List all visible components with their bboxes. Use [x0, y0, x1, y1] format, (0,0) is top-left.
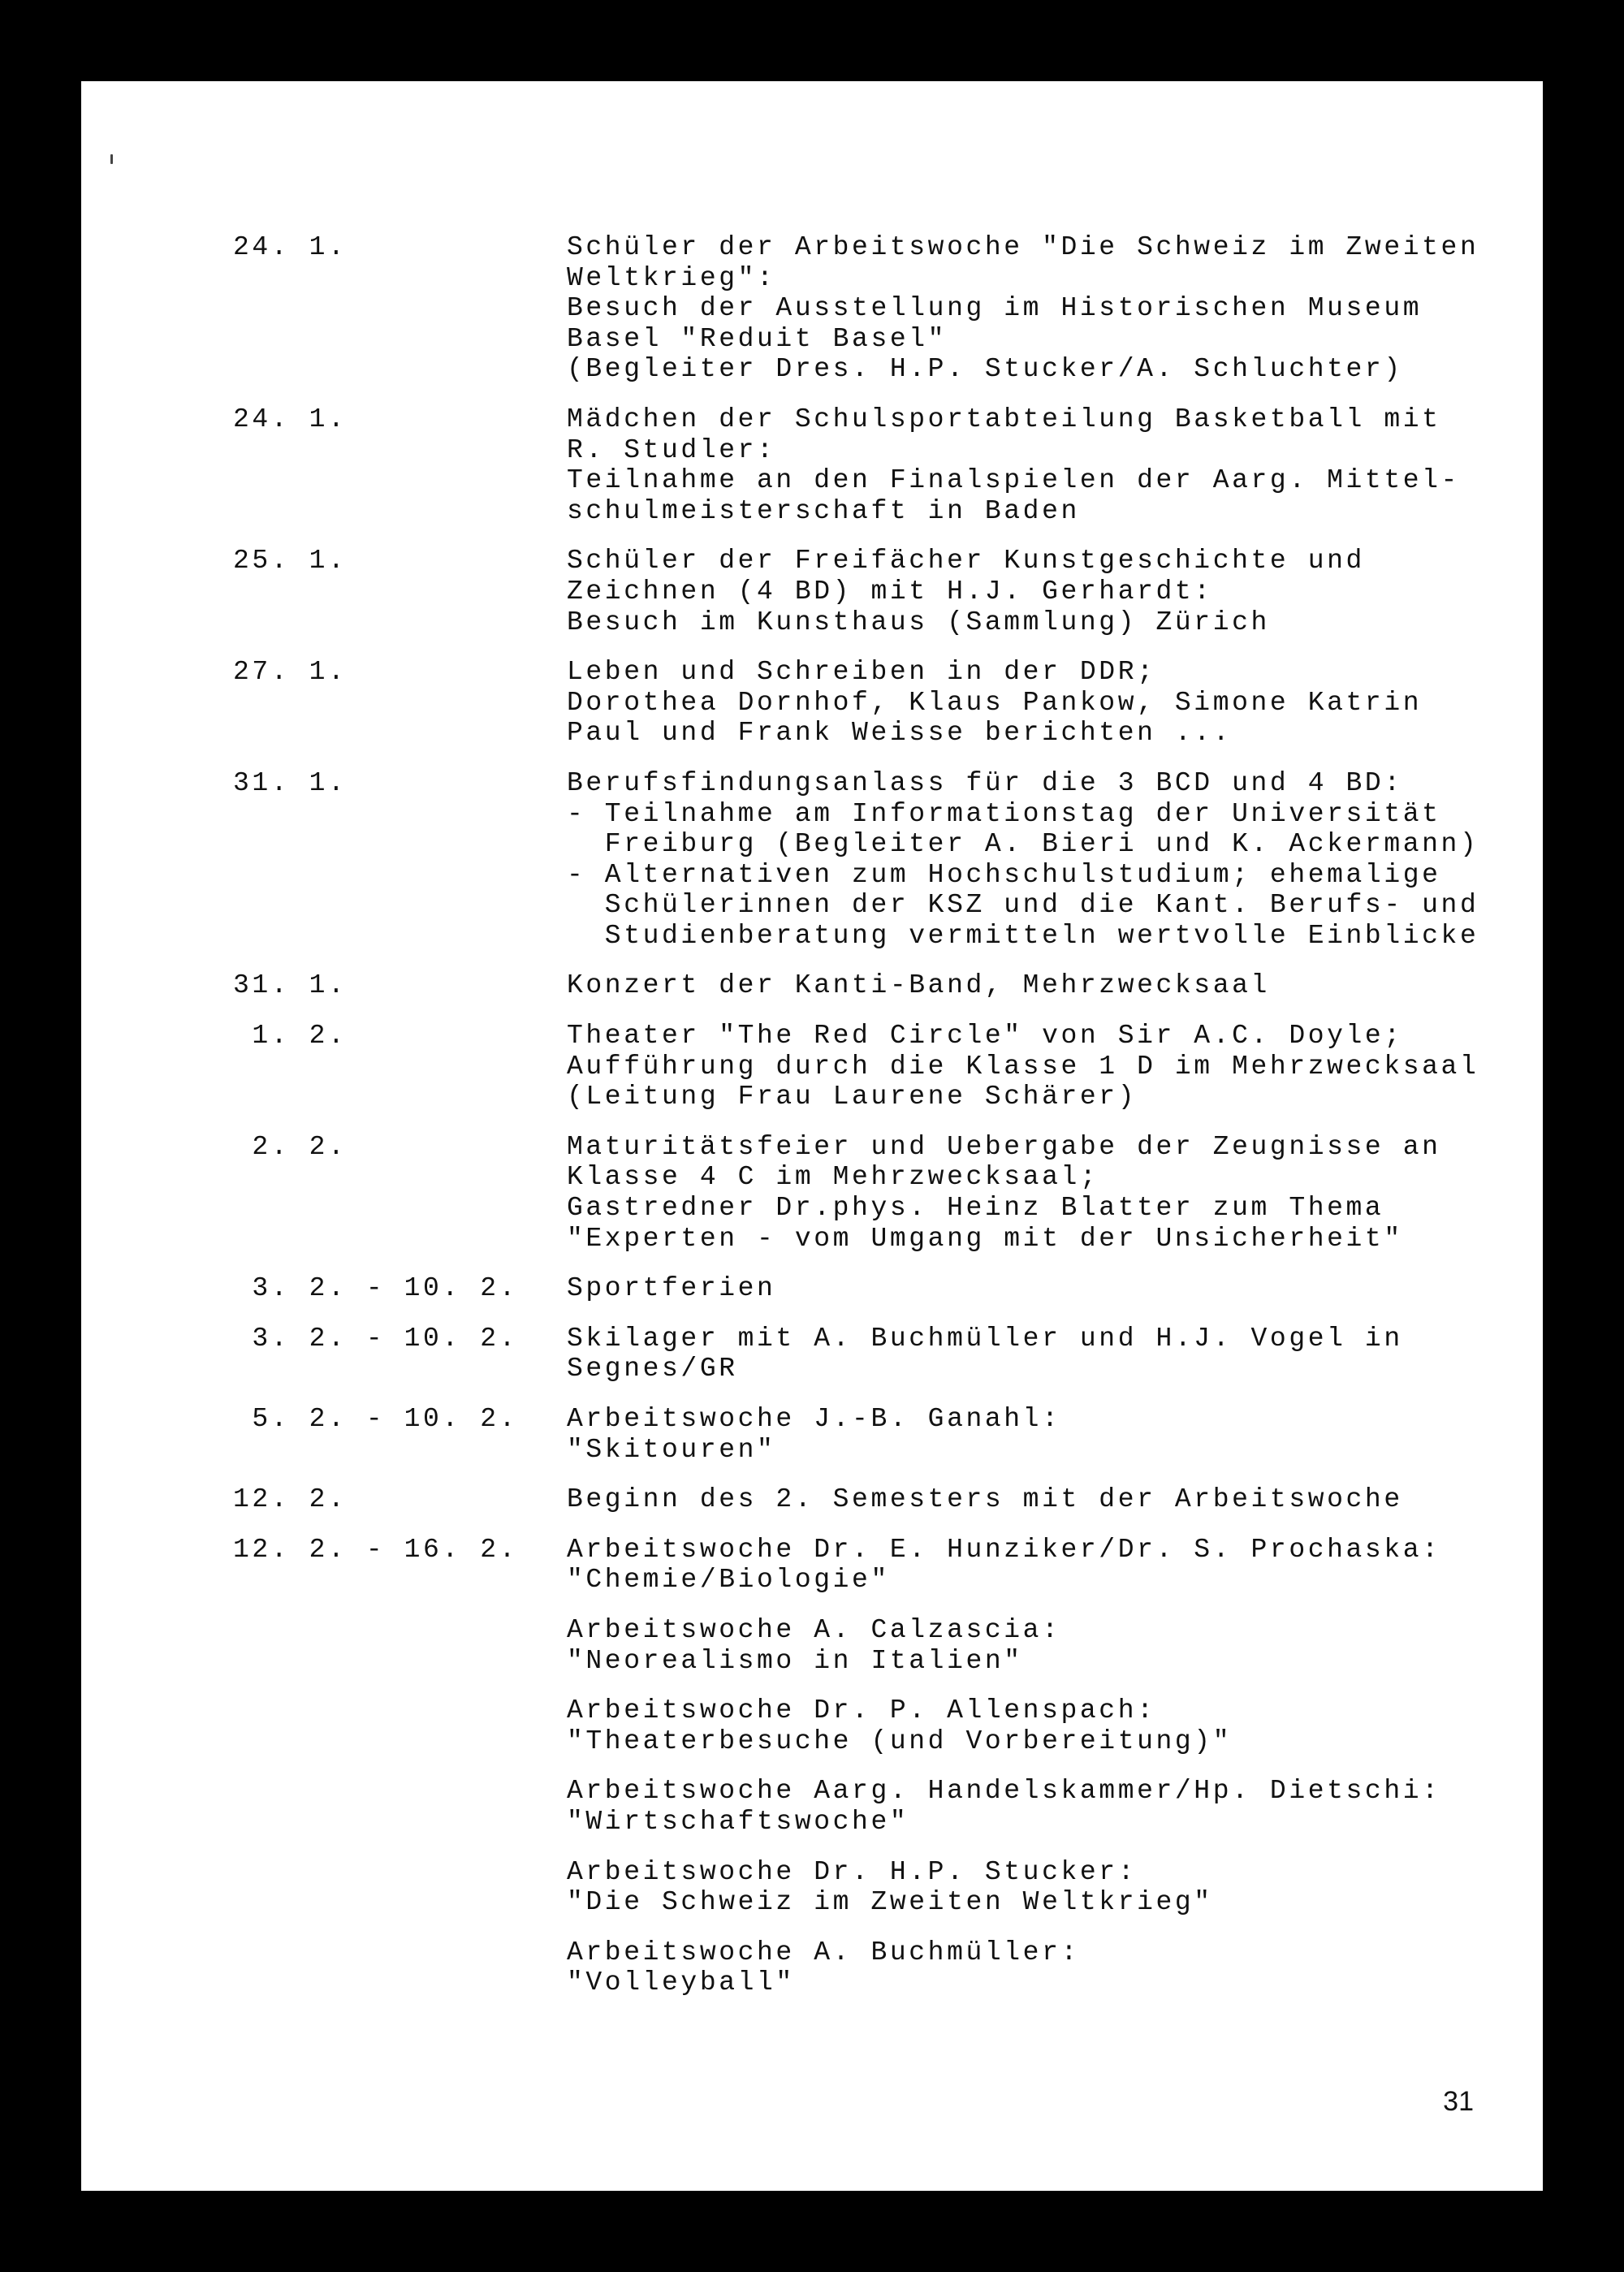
- entry-line: Arbeitswoche Dr. E. Hunziker/Dr. S. Prochaska:: [567, 1534, 1441, 1565]
- entry-text: [567, 1695, 1532, 1756]
- entry-date: 27. 1.: [233, 657, 348, 688]
- entry-line: Leben und Schreiben in der DDR;: [567, 657, 1156, 688]
- calendar-entry: [233, 1273, 1532, 1304]
- entry-line: Segnes/GR: [567, 1354, 738, 1384]
- calendar-entry: [233, 1021, 1532, 1112]
- entry-line: Besuch im Kunsthaus (Sammlung) Zürich: [567, 607, 1270, 637]
- entry-text: [567, 1484, 1532, 1515]
- entry-line: Freiburg (Begleiter A. Bieri und K. Ackermann): [567, 829, 1479, 860]
- entry-line: "Die Schweiz im Zweiten Weltkrieg": [567, 1887, 1213, 1918]
- calendar-entry: [233, 1695, 1532, 1756]
- entry-line: Konzert der Kanti-Band, Mehrzwecksaal: [567, 970, 1270, 1001]
- entry-text: [567, 1324, 1532, 1384]
- entry-line: Arbeitswoche Dr. H.P. Stucker:: [567, 1856, 1138, 1887]
- entry-line: Schülerinnen der KSZ und die Kant. Berufs- und: [567, 890, 1479, 921]
- entry-text: [567, 1021, 1532, 1112]
- entry-line: Besuch der Ausstellung im Historischen Museum: [567, 293, 1423, 324]
- entry-text: [567, 546, 1532, 637]
- calendar-entry: [233, 546, 1532, 637]
- entry-line: "Chemie/Biologie": [567, 1565, 890, 1596]
- entry-line: "Skitouren": [567, 1434, 776, 1465]
- entry-line: Sportferien: [567, 1273, 776, 1304]
- entry-date: [233, 1615, 567, 1676]
- entry-date: 12. 2.: [233, 1484, 348, 1515]
- entry-date: [233, 1937, 567, 1998]
- entry-line: Arbeitswoche Aarg. Handelskammer/Hp. Dietschi:: [567, 1776, 1441, 1807]
- entry-date: 1. 2.: [233, 1021, 348, 1052]
- entry-line: Weltkrieg":: [567, 262, 776, 293]
- entry-date: 3. 2. - 10. 2.: [233, 1323, 519, 1354]
- scan-speck: [110, 154, 113, 164]
- entry-line: Arbeitswoche A. Calzascia:: [567, 1614, 1061, 1645]
- entry-line: "Wirtschaftswoche": [567, 1806, 909, 1837]
- calendar-entry: [233, 404, 1532, 526]
- entry-line: Basel "Reduit Basel": [567, 323, 948, 354]
- calendar-entry: [233, 1937, 1532, 1998]
- entry-line: (Begleiter Dres. H.P. Stucker/A. Schluchter): [567, 354, 1403, 385]
- calendar-entry: [233, 1404, 1532, 1465]
- calendar-entry: [233, 1484, 1532, 1515]
- entry-date: 2. 2.: [233, 1131, 348, 1162]
- entry-date: 12. 2. - 16. 2.: [233, 1534, 519, 1565]
- entry-line: Beginn des 2. Semesters mit der Arbeitswoche: [567, 1484, 1403, 1515]
- entry-line: Gastredner Dr.phys. Heinz Blatter zum Thema: [567, 1193, 1384, 1224]
- entry-line: "Experten - vom Umgang mit der Unsicherheit": [567, 1223, 1403, 1254]
- calendar-entry: [233, 1776, 1532, 1837]
- entry-line: Schüler der Freifächer Kunstgeschichte und: [567, 546, 1365, 577]
- entry-line: Aufführung durch die Klasse 1 D im Mehrzwecksaal: [567, 1051, 1479, 1082]
- calendar-entry: [233, 1132, 1532, 1254]
- entry-text: [567, 1937, 1532, 1998]
- document-page: [81, 81, 1543, 2191]
- entry-text: [567, 1535, 1532, 1596]
- calendar-entry: [233, 1324, 1532, 1384]
- calendar-entry: [233, 1535, 1532, 1596]
- entry-date: 24. 1.: [233, 232, 348, 262]
- entry-line: Berufsfindungsanlass für die 3 BCD und 4 BD:: [567, 767, 1403, 798]
- entry-date: 3. 2. - 10. 2.: [233, 1273, 519, 1304]
- entry-text: [567, 657, 1532, 749]
- entry-line: Arbeitswoche J.-B. Ganahl:: [567, 1404, 1061, 1434]
- entry-date: 31. 1.: [233, 767, 348, 798]
- entry-text: [567, 1273, 1532, 1304]
- entry-line: Arbeitswoche A. Buchmüller:: [567, 1937, 1080, 1967]
- entry-text: [567, 1615, 1532, 1676]
- entry-line: R. Studler:: [567, 434, 776, 465]
- entry-text: [567, 1857, 1532, 1918]
- entry-date: 5. 2. - 10. 2.: [233, 1404, 519, 1434]
- entry-line: Paul und Frank Weisse berichten ...: [567, 718, 1233, 749]
- entry-line: Skilager mit A. Buchmüller und H.J. Vogel in: [567, 1323, 1403, 1354]
- entry-line: (Leitung Frau Laurene Schärer): [567, 1082, 1138, 1112]
- entry-text: [567, 404, 1532, 526]
- entry-date: 25. 1.: [233, 546, 348, 577]
- entry-line: "Theaterbesuche (und Vorbereitung)": [567, 1726, 1233, 1756]
- entry-date: [233, 1857, 567, 1918]
- entry-line: Teilnahme an den Finalspielen der Aarg. Mittel-: [567, 465, 1460, 496]
- entry-text: [567, 1404, 1532, 1465]
- calendar-entry: [233, 970, 1532, 1001]
- entry-line: schulmeisterschaft in Baden: [567, 495, 1080, 526]
- entry-line: - Teilnahme am Informationstag der Universität: [567, 798, 1441, 829]
- entry-line: Dorothea Dornhof, Klaus Pankow, Simone Katrin: [567, 687, 1423, 718]
- entry-line: "Neorealismo in Italien": [567, 1645, 1023, 1676]
- entry-text: [567, 232, 1532, 385]
- entry-line: Theater "The Red Circle" von Sir A.C. Doyle;: [567, 1021, 1403, 1052]
- entry-line: Zeichnen (4 BD) mit H.J. Gerhardt:: [567, 576, 1213, 607]
- entry-date: [233, 1776, 567, 1837]
- calendar-entry: [233, 1857, 1532, 1918]
- entry-line: - Alternativen zum Hochschulstudium; ehemalige: [567, 859, 1441, 890]
- calendar-entry: [233, 232, 1532, 385]
- calendar-entry: [233, 1615, 1532, 1676]
- calendar-entry: [233, 657, 1532, 749]
- entry-line: "Volleyball": [567, 1967, 795, 1998]
- entry-line: Arbeitswoche Dr. P. Allenspach:: [567, 1695, 1156, 1726]
- entry-line: Maturitätsfeier und Uebergabe der Zeugnisse an: [567, 1131, 1441, 1162]
- calendar-entry: [233, 768, 1532, 952]
- entry-date: 31. 1.: [233, 970, 348, 1001]
- entry-text: [567, 970, 1532, 1001]
- calendar-entries: [233, 232, 1532, 2018]
- entry-text: [567, 768, 1532, 952]
- entry-text: [567, 1132, 1532, 1254]
- entry-line: Mädchen der Schulsportabteilung Basketball mit: [567, 404, 1441, 434]
- page-number: 31: [1443, 2086, 1474, 2117]
- entry-date: [233, 1695, 567, 1756]
- entry-line: Studienberatung vermitteln wertvolle Einblicke: [567, 920, 1479, 951]
- entry-line: Klasse 4 C im Mehrzwecksaal;: [567, 1162, 1099, 1193]
- entry-text: [567, 1776, 1532, 1837]
- entry-line: Schüler der Arbeitswoche "Die Schweiz im Zweiten: [567, 232, 1479, 262]
- entry-date: 24. 1.: [233, 404, 348, 434]
